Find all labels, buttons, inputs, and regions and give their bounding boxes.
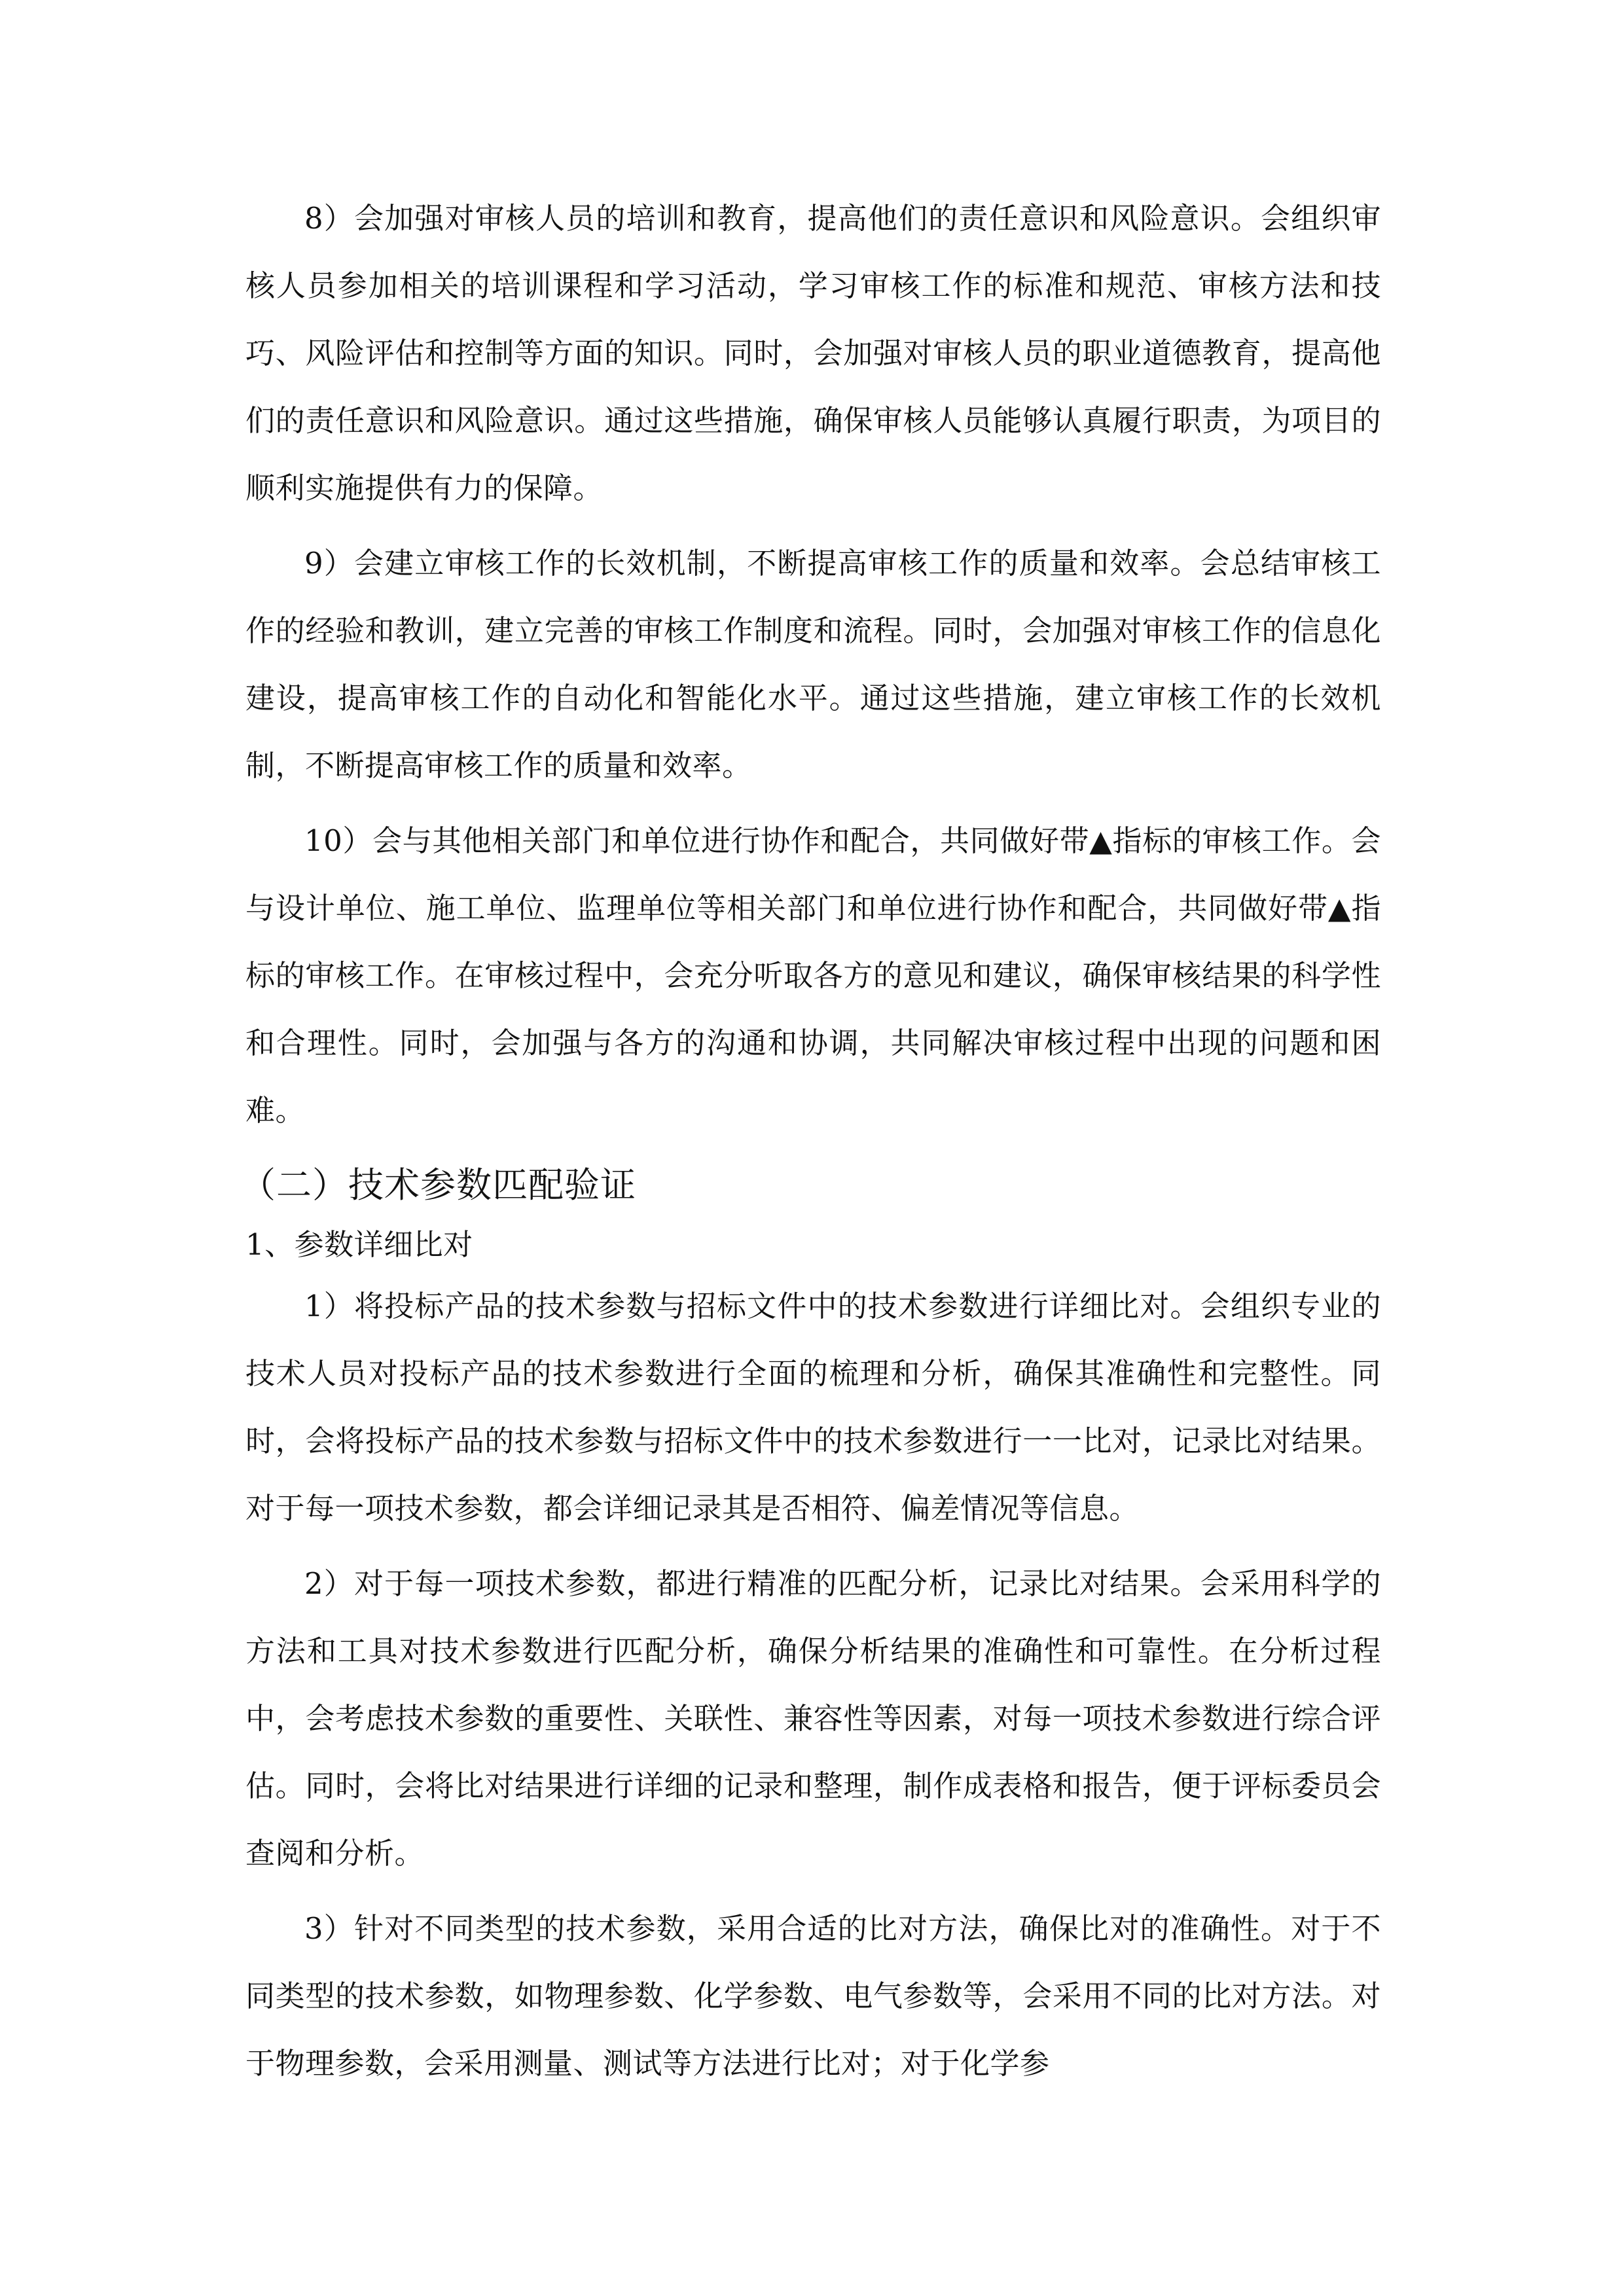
document-body: [240, 185, 1381, 2105]
paragraph-item-1: 1）将投标产品的技术参数与招标文件中的技术参数进行详细比对。会组织专业的技术人员对投标产品的技术参数进行全面的梳理和分析，确保其准确性和完整性。同时，会将投标产品的技术参数与招标文件中的技术参数进行一一比对，记录比对结果。对于每一项技术参数，都会详细记录其是否相符、偏差情况等信息。: [245, 1289, 1381, 1526]
section-heading: （二）技术参数匹配验证: [240, 1164, 636, 1206]
paragraph-item-2: 2）对于每一项技术参数，都进行精准的匹配分析，记录比对结果。会采用科学的方法和工具对技术参数进行匹配分析，确保分析结果的准确性和可靠性。在分析过程中，会考虑技术参数的重要性、关联性、兼容性等因素，对每一项技术参数进行综合评估。同时，会将比对结果进行详细的记录和整理，制作成表格和报告，便于评标委员会查阅和分析。: [245, 1566, 1381, 1871]
sub-heading: 1、参数详细比对: [245, 1227, 473, 1262]
paragraph-item-10: 10）会与其他相关部门和单位进行协作和配合，共同做好带▲指标的审核工作。会与设计单位、施工单位、监理单位等相关部门和单位进行协作和配合，共同做好带▲指标的审核工作。在审核过程中，会充分听取各方的意见和建议，确保审核结果的科学性和合理性。同时，会加强与各方的沟通和协调，共同解决审核过程中出现的问题和困难。: [245, 823, 1381, 1128]
paragraph-item-9: 9）会建立审核工作的长效机制，不断提高审核工作的质量和效率。会总结审核工作的经验和教训，建立完善的审核工作制度和流程。同时，会加强对审核工作的信息化建设，提高审核工作的自动化和智能化水平。通过这些措施，建立审核工作的长效机制，不断提高审核工作的质量和效率。: [245, 546, 1381, 783]
paragraph-item-8: 8）会加强对审核人员的培训和教育，提高他们的责任意识和风险意识。会组织审核人员参加相关的培训课程和学习活动，学习审核工作的标准和规范、审核方法和技巧、风险评估和控制等方面的知识。同时，会加强对审核人员的职业道德教育，提高他们的责任意识和风险意识。通过这些措施，确保审核人员能够认真履行职责，为项目的顺利实施提供有力的保障。: [245, 201, 1381, 505]
paragraph-item-3: 3）针对不同类型的技术参数，采用合适的比对方法，确保比对的准确性。对于不同类型的技术参数，如物理参数、化学参数、电气参数等，会采用不同的比对方法。对于物理参数，会采用测量、测试等方法进行比对；对于化学参: [245, 1911, 1381, 2081]
